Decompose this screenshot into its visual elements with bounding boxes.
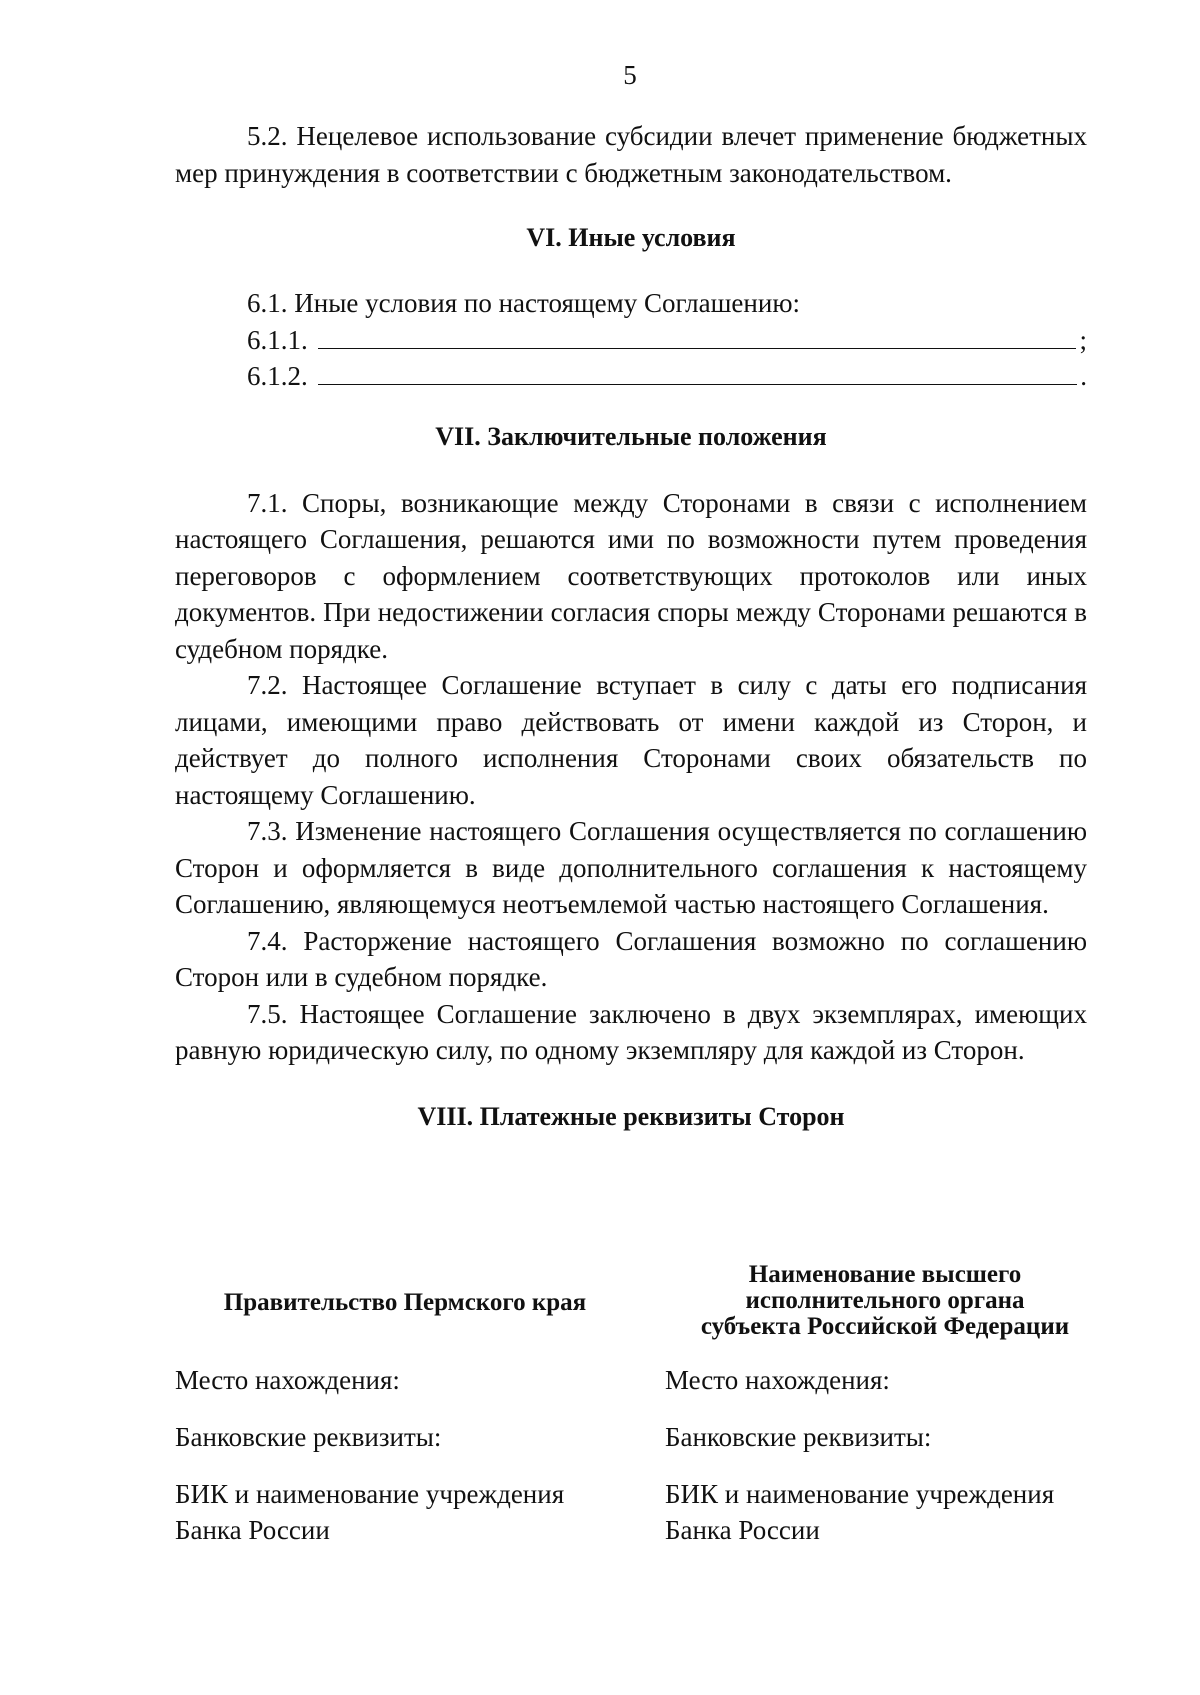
item-6-1-2-end: . <box>1080 360 1087 391</box>
party-right-heading <box>665 1262 1105 1362</box>
paragraph-7-1: 7.1. Споры, возникающие между Сторонами в связи с исполнением настоящего Соглашения, решаются ими по возможности путем проведения переговоров с оформлением соответствующих протоколов или иных документов. При недостижении согласия споры между Сторонами решаются в судебном порядке. <box>175 487 1087 664</box>
party-left <box>175 1278 635 1548</box>
document-body <box>175 118 1087 1135</box>
item-6-1-1-label: 6.1.1. <box>247 324 308 355</box>
section-6-title: VI. Иные условия <box>526 223 736 252</box>
right-bik-line-2: Банка России <box>665 1515 820 1545</box>
paragraph-6-1: 6.1. Иные условия по настоящему Соглашению: <box>247 288 800 318</box>
left-bik-block <box>175 1476 635 1548</box>
fill-line-6-1-1 <box>247 322 1087 358</box>
right-bik-block <box>665 1476 1105 1548</box>
right-bank-label: Банковские реквизиты: <box>665 1422 932 1452</box>
blank-line-6-1-2 <box>318 358 1078 385</box>
paragraph-5-2: 5.2. Нецелевое использование субсидии влечет применение бюджетных мер принуждения в соответствии с бюджетным законодательством. <box>175 121 1087 188</box>
left-bank-label: Банковские реквизиты: <box>175 1422 442 1452</box>
left-bik-line-1: БИК и наименование учреждения <box>175 1479 565 1509</box>
paragraph-7-2: 7.2. Настоящее Соглашение вступает в силу с даты его подписания лицами, имеющими право действовать от имени каждой из Сторон, и действует до полного исполнения Сторонами своих обязательств по настоящему Соглашению. <box>175 670 1087 810</box>
party-right <box>665 1261 1105 1548</box>
fill-line-6-1-2 <box>247 358 1087 394</box>
right-bik-line-1: БИК и наименование учреждения <box>665 1479 1055 1509</box>
left-bik-line-2: Банка России <box>175 1515 330 1545</box>
blank-line-6-1-1 <box>318 322 1077 349</box>
section-8-title: VIII. Платежные реквизиты Сторон <box>417 1101 845 1131</box>
item-6-1-1-end: ; <box>1079 324 1087 355</box>
item-6-1-2-label: 6.1.2. <box>247 360 308 391</box>
party-right-heading-line-2: исполнительного органа <box>745 1287 1025 1314</box>
paragraph-7-3: 7.3. Изменение настоящего Соглашения осуществляется по соглашению Сторон и оформляется в виде дополнительного соглашения к настоящему Соглашению, являющемуся неотъемлемой частью настоящего Соглашения. <box>175 816 1087 919</box>
party-right-heading-line-1: Наименование высшего <box>748 1261 1022 1288</box>
section-7-title: VII. Заключительные положения <box>435 421 827 451</box>
page-number: 5 <box>623 60 637 90</box>
left-location-label: Место нахождения: <box>175 1365 400 1395</box>
right-location-label: Место нахождения: <box>665 1365 890 1395</box>
paragraph-7-5: 7.5. Настоящее Соглашение заключено в двух экземплярах, имеющих равную юридическую силу, по одному экземпляру для каждой из Сторон. <box>175 998 1087 1065</box>
party-right-heading-line-3: субъекта Российской Федерации <box>700 1313 1070 1340</box>
payment-details <box>175 1261 1105 1548</box>
party-left-heading: Правительство Пермского края <box>223 1289 587 1316</box>
paragraph-7-4: 7.4. Расторжение настоящего Соглашения возможно по соглашению Сторон или в судебном порядке. <box>175 925 1087 992</box>
